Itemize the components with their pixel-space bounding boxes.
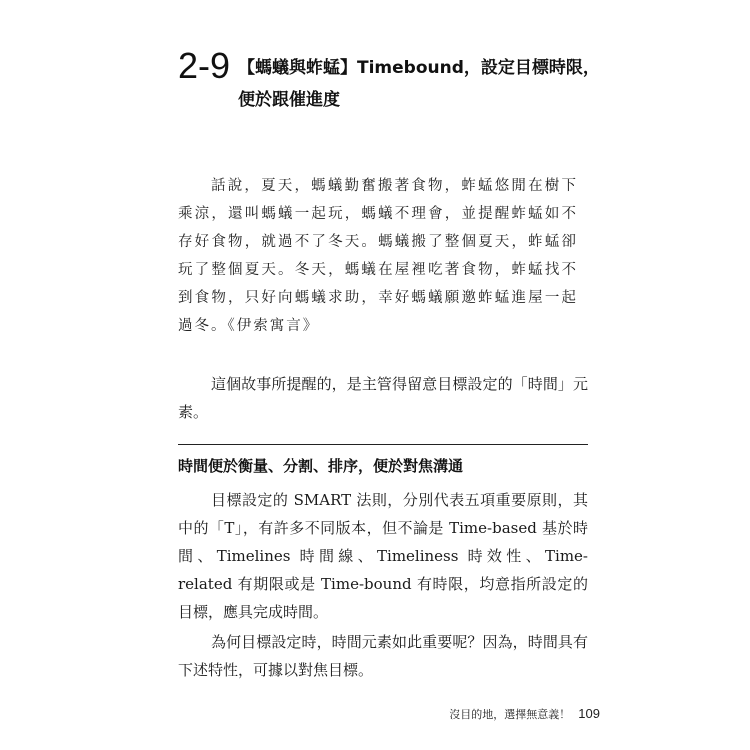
fable-paragraph: 話說，夏天，螞蟻勤奮搬著食物，蚱蜢悠閒在樹下乘涼，還叫螞蟻一起玩，螞蟻不理會，並提醒蚱蜢如不存好食物，就過不了冬天。螞蟻搬了整個夏天，蚱蜢卻玩了整個夏天。冬天，螞蟻在屋裡吃著食物，蚱蜢找不到食物，只好向螞蟻求助，幸好螞蟻願邀蚱蜢進屋一起過冬。《伊索寓言》 (178, 178, 578, 334)
section-divider (178, 444, 588, 445)
chapter-title-line-2: 便於跟催進度 (238, 90, 340, 110)
page-footer (440, 706, 600, 723)
body-paragraph-2: 目標設定的 SMART 法則，分別代表五項重要原則，其中的「T」，有許多不同版本，但不論是 Time-based 基於時間、Timelines 時間線、Timeliness 時效性、Time-related 有期限或是 Time-bound 有時限，均意指所設定的目標，應具完成時間。 (178, 491, 588, 621)
body-paragraph-1: 這個故事所提醒的，是主管得留意目標設定的「時間」元素。 (178, 375, 588, 421)
chapter-number: 2-9 (178, 45, 231, 86)
body-paragraph-3: 為何目標設定時，時間元素如此重要呢？因為，時間具有下述特性，可據以對焦目標。 (178, 633, 588, 679)
section-heading: 時間便於衡量、分割、排序，便於對焦溝通 (178, 457, 464, 475)
running-title: 沒目的地，選擇無意義！ (449, 708, 571, 721)
page-number: 109 (578, 706, 600, 721)
chapter-title-line-1: 【螞蟻與蚱蜢】Timebound，設定目標時限， (238, 58, 600, 78)
